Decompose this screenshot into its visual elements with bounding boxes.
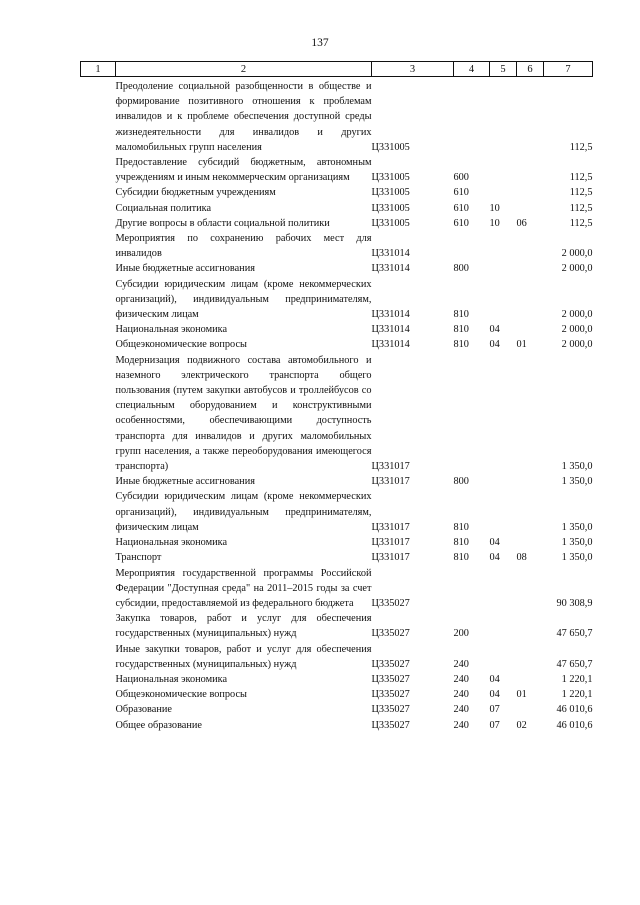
row-vr: 240 (453, 689, 469, 701)
row-code: Ц335027 (371, 704, 410, 716)
table-row (81, 201, 593, 216)
table-row (81, 672, 593, 687)
row-vr: 240 (453, 704, 469, 716)
row-pr (517, 322, 544, 337)
table-row (81, 687, 593, 702)
blank-cell (81, 353, 116, 475)
row-rz (490, 642, 517, 672)
row-name: Преодоление социальной разобщенности в обществе и формирование позитивного отношения к проблемам инвалидов и к проблеме обеспечения доступной среды жизнедеятельности для инвалидов и других маломобильных групп населения (115, 81, 372, 153)
header-col-7: 7 (544, 62, 593, 77)
table-row (81, 474, 593, 489)
row-name: Субсидии юридическим лицам (кроме некоммерческих организаций), индивидуальным предпринимателям, физическим лицам (115, 278, 372, 321)
row-amount: 112,5 (569, 202, 593, 214)
row-pr: 02 (516, 719, 527, 731)
row-code: Ц331005 (371, 172, 410, 184)
table-row (81, 489, 593, 535)
table-row (81, 353, 593, 475)
row-name: Мероприятия государственной программы Российской Федерации "Доступная среда" на 2011–2015 годы за счет субсидии, предоставляемой из федерального бюджета (115, 567, 372, 609)
row-pr (517, 353, 544, 475)
row-pr (517, 185, 544, 200)
row-name: Транспорт (115, 552, 162, 564)
row-pr (517, 566, 544, 612)
row-amount: 1 350,0 (561, 552, 593, 564)
row-name: Национальная экономика (115, 673, 228, 685)
row-name: Другие вопросы в области социальной политики (115, 217, 330, 229)
table-row (81, 566, 593, 612)
row-pr (517, 277, 544, 323)
row-amount: 1 350,0 (561, 537, 593, 549)
row-code: Ц335027 (371, 719, 410, 731)
blank-cell (81, 489, 116, 535)
row-code: Ц335027 (371, 658, 410, 670)
row-pr (517, 474, 544, 489)
row-rz: 04 (489, 339, 500, 351)
row-pr (517, 535, 544, 550)
row-vr (454, 353, 490, 475)
header-row (81, 62, 593, 77)
row-code: Ц335027 (371, 628, 410, 640)
row-pr (517, 611, 544, 641)
row-amount: 112,5 (569, 141, 593, 153)
row-code: Ц331017 (371, 476, 410, 488)
row-amount: 1 350,0 (561, 461, 593, 473)
row-amount: 1 220,1 (561, 689, 593, 701)
table-row (81, 185, 593, 200)
row-amount: 1 350,0 (561, 476, 593, 488)
row-code: Ц335027 (371, 673, 410, 685)
row-rz: 04 (489, 552, 500, 564)
row-code: Ц331005 (371, 187, 410, 199)
table-row (81, 216, 593, 231)
row-vr: 600 (453, 172, 469, 184)
blank-cell (81, 566, 116, 612)
row-rz (490, 611, 517, 641)
blank-cell (81, 611, 116, 641)
row-amount: 1 350,0 (561, 521, 593, 533)
row-vr: 240 (453, 719, 469, 731)
row-rz: 04 (489, 673, 500, 685)
table-header (81, 62, 593, 77)
row-pr (517, 201, 544, 216)
row-vr (454, 231, 490, 261)
row-name: Иные закупки товаров, работ и услуг для обеспечения государственных (муниципальных) нужд (115, 643, 372, 670)
row-vr: 240 (453, 673, 469, 685)
table-body (81, 77, 593, 733)
row-amount: 2 000,0 (561, 248, 593, 260)
row-name: Общее образование (115, 719, 202, 731)
row-pr (517, 261, 544, 276)
row-amount: 112,5 (569, 187, 593, 199)
blank-cell (81, 322, 116, 337)
row-vr: 810 (453, 324, 469, 336)
row-name: Мероприятия по сохранению рабочих мест для инвалидов (115, 233, 372, 260)
blank-cell (81, 77, 116, 156)
row-code: Ц331005 (371, 202, 410, 214)
row-vr: 810 (453, 537, 469, 549)
row-code: Ц331014 (371, 324, 410, 336)
row-pr (517, 702, 544, 717)
row-rz (490, 489, 517, 535)
row-rz (490, 566, 517, 612)
row-amount: 47 650,7 (556, 628, 593, 640)
row-vr: 200 (453, 628, 469, 640)
table-row (81, 277, 593, 323)
blank-cell (81, 201, 116, 216)
table-row (81, 642, 593, 672)
row-amount: 46 010,6 (556, 719, 593, 731)
blank-cell (81, 672, 116, 687)
row-rz: 07 (489, 719, 500, 731)
blank-cell (81, 702, 116, 717)
row-amount: 90 308,9 (556, 597, 593, 609)
row-rz (490, 474, 517, 489)
row-pr: 01 (516, 339, 527, 351)
row-name: Национальная экономика (115, 324, 228, 336)
row-pr (517, 489, 544, 535)
header-col-4: 4 (454, 62, 490, 77)
row-amount: 47 650,7 (556, 658, 593, 670)
row-name: Предоставление субсидий бюджетным, автономным учреждениям и иным некоммерческим организациям (115, 157, 372, 184)
row-code: Ц331017 (371, 461, 410, 473)
header-col-2: 2 (116, 62, 372, 77)
row-rz: 04 (489, 324, 500, 336)
row-vr: 610 (453, 202, 469, 214)
row-amount: 112,5 (569, 217, 593, 229)
row-vr: 800 (453, 476, 469, 488)
row-vr: 810 (453, 339, 469, 351)
blank-cell (81, 718, 116, 733)
row-pr: 08 (516, 552, 527, 564)
page-number: 137 (311, 37, 329, 49)
header-col-1: 1 (81, 62, 116, 77)
row-pr: 01 (516, 689, 527, 701)
header-col-5: 5 (490, 62, 517, 77)
row-name: Общеэкономические вопросы (115, 689, 247, 701)
budget-table (80, 61, 593, 733)
row-amount: 46 010,6 (556, 704, 593, 716)
row-vr: 610 (453, 187, 469, 199)
row-rz: 04 (489, 689, 500, 701)
row-vr: 810 (453, 552, 469, 564)
row-code: Ц331017 (371, 552, 410, 564)
table-row (81, 611, 593, 641)
row-pr (517, 642, 544, 672)
row-name: Образование (115, 704, 172, 716)
row-code: Ц331014 (371, 309, 410, 321)
row-amount: 112,5 (569, 172, 593, 184)
blank-cell (81, 277, 116, 323)
table-row (81, 718, 593, 733)
row-name: Модернизация подвижного состава автомобильного и наземного электрического транспорта общего пользования (путем закупки автобусов и троллейбусов со специальным оборудованием и конструктивными особенностями, обеспечивающими доступность транспорта для инвалидов и других маломобильных групп населения, а также переоборудования имеющегося транспорта) (115, 354, 372, 473)
table-row (81, 535, 593, 550)
row-pr (517, 77, 544, 156)
blank-cell (81, 216, 116, 231)
blank-cell (81, 231, 116, 261)
row-vr: 810 (453, 521, 469, 533)
row-name: Иные бюджетные ассигнования (115, 263, 255, 275)
row-code: Ц331005 (371, 217, 410, 229)
blank-cell (81, 337, 116, 352)
row-pr (517, 231, 544, 261)
row-rz (490, 353, 517, 475)
row-code: Ц331014 (371, 263, 410, 275)
table-row (81, 322, 593, 337)
table-row (81, 77, 593, 156)
row-name: Субсидии юридическим лицам (кроме некоммерческих организаций), индивидуальным предпринимателям, физическим лицам (115, 491, 372, 533)
row-rz (490, 185, 517, 200)
row-rz (490, 277, 517, 323)
row-rz (490, 231, 517, 261)
row-amount: 2 000,0 (561, 263, 593, 275)
row-name: Закупка товаров, работ и услуг для обеспечения государственных (муниципальных) нужд (115, 613, 372, 640)
row-vr: 810 (453, 309, 469, 321)
row-vr (454, 566, 490, 612)
table-row (81, 337, 593, 352)
blank-cell (81, 642, 116, 672)
row-name: Национальная экономика (115, 537, 228, 549)
row-amount: 1 220,1 (561, 673, 593, 685)
row-rz: 07 (489, 704, 500, 716)
row-name: Иные бюджетные ассигнования (115, 476, 255, 488)
table-row (81, 231, 593, 261)
table-row (81, 702, 593, 717)
blank-cell (81, 261, 116, 276)
row-vr: 800 (453, 263, 469, 275)
table-row (81, 261, 593, 276)
row-rz: 04 (489, 537, 500, 549)
row-rz (490, 155, 517, 185)
blank-cell (81, 474, 116, 489)
row-name: Социальная политика (115, 202, 212, 214)
row-code: Ц331014 (371, 339, 410, 351)
row-code: Ц335027 (371, 597, 410, 609)
blank-cell (81, 535, 116, 550)
row-name: Общеэкономические вопросы (115, 339, 247, 351)
blank-cell (81, 550, 116, 565)
row-amount: 2 000,0 (561, 309, 593, 321)
row-rz (490, 77, 517, 156)
row-pr (517, 672, 544, 687)
row-code: Ц331005 (371, 141, 410, 153)
row-amount: 2 000,0 (561, 339, 593, 351)
row-code: Ц335027 (371, 689, 410, 701)
table-row (81, 550, 593, 565)
row-vr: 240 (453, 658, 469, 670)
row-pr: 06 (516, 217, 527, 229)
row-vr: 610 (453, 217, 469, 229)
row-pr (517, 155, 544, 185)
table-row (81, 155, 593, 185)
row-code: Ц331017 (371, 521, 410, 533)
row-amount: 2 000,0 (561, 324, 593, 336)
row-code: Ц331014 (371, 248, 410, 260)
blank-cell (81, 687, 116, 702)
row-name: Субсидии бюджетным учреждениям (115, 187, 276, 199)
row-rz (490, 261, 517, 276)
header-col-3: 3 (372, 62, 454, 77)
row-rz: 10 (489, 202, 500, 214)
blank-cell (81, 155, 116, 185)
header-col-6: 6 (517, 62, 544, 77)
row-rz: 10 (489, 217, 500, 229)
blank-cell (81, 185, 116, 200)
row-vr (454, 77, 490, 156)
row-code: Ц331017 (371, 537, 410, 549)
